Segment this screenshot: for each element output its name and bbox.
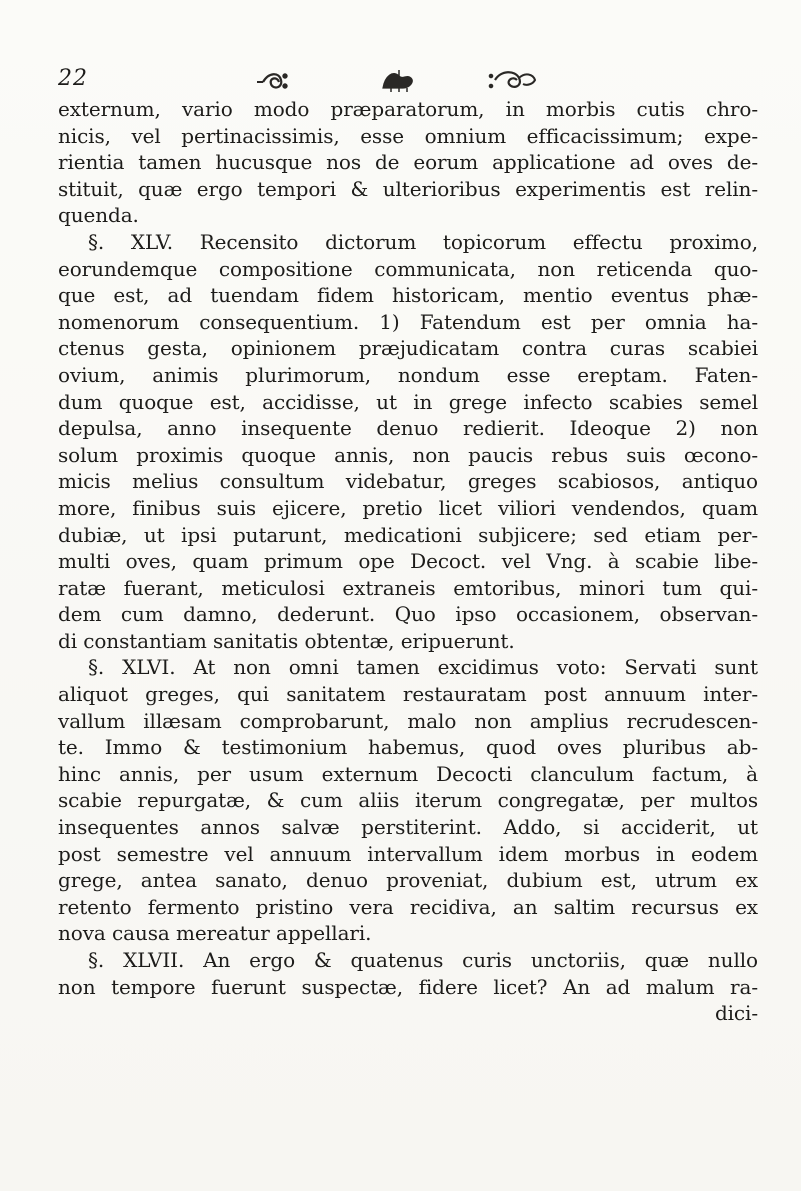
text-line: dum quoque est, accidisse, ut in grege infecto scabies semel	[58, 389, 758, 414]
text-line: nicis, vel pertinacissimis, esse omnium efficacissimum; expe-	[58, 123, 758, 148]
text-line: §. XLV. Recensito dictorum topicorum effectu proximo,	[88, 229, 758, 254]
text-line: nomenorum consequentium. 1) Fatendum est per omnia ha-	[58, 309, 758, 334]
text-line: solum proximis quoque annis, non paucis rebus suis œcono-	[58, 442, 758, 467]
text-line: hinc annis, per usum externum Decocti clanculum factum, à	[58, 761, 758, 786]
text-line: quenda.	[58, 203, 139, 228]
text-line: rientia tamen hucusque nos de eorum applicatione ad oves de-	[58, 150, 758, 175]
text-line: ratæ fuerant, meticulosi extraneis emtoribus, minori tum qui-	[58, 575, 758, 600]
printer-ornament	[223, 66, 583, 94]
text-line: vallum illæsam comprobarunt, malo non amplius recrudescen-	[58, 708, 758, 733]
text-line: dubiæ, ut ipsi putarunt, medicationi subjicere; sed etiam per-	[58, 522, 758, 547]
text-line: micis melius consultum videbatur, greges scabiosos, antiquo	[58, 469, 758, 494]
text-line: ctenus gesta, opinionem præjudicatam contra curas scabiei	[58, 336, 758, 361]
page-number: 22	[58, 66, 88, 91]
text-line: multi oves, quam primum ope Decoct. vel Vng. à scabie libe-	[58, 549, 758, 574]
text-line: nova causa mereatur appellari.	[58, 921, 372, 946]
text-line: grege, antea sanato, denuo proveniat, dubium est, utrum ex	[58, 868, 758, 893]
paragraph-section-47	[58, 947, 758, 1027]
text-line: externum, vario modo præparatorum, in morbis cutis chro-	[58, 97, 758, 121]
text-line: di constantiam sanitatis obtentæ, eripuerunt.	[58, 628, 515, 653]
catchword: dici-	[714, 1001, 758, 1026]
text-line: que est, ad tuendam fidem historicam, mentio eventus phæ-	[58, 283, 758, 308]
text-line: dem cum damno, dederunt. Quo ipso occasionem, observan-	[58, 602, 758, 627]
text-line: te. Immo & testimonium habemus, quod oves pluribus ab-	[58, 735, 758, 760]
text-line: §. XLVI. At non omni tamen excidimus voto: Servati sunt	[88, 655, 758, 680]
text-line: retento fermento pristino vera recidiva, an saltim recursus ex	[58, 894, 758, 919]
text-line: insequentes annos salvæ perstiterint. Addo, si acciderit, ut	[58, 815, 758, 840]
text-line: scabie repurgatæ, & cum aliis iterum congregatæ, per multos	[58, 788, 758, 813]
text-line: depulsa, anno insequente denuo redierit. Ideoque 2) non	[58, 416, 758, 441]
text-line: ovium, animis plurimorum, nondum esse ereptam. Faten-	[58, 362, 758, 387]
paragraph-section-46	[58, 654, 758, 947]
text-line: aliquot greges, qui sanitatem restauratam post annuum inter-	[58, 682, 758, 707]
body-text	[58, 96, 758, 1027]
text-line: §. XLVII. An ergo & quatenus curis unctoriis, quæ nullo	[88, 948, 758, 972]
paragraph-continuation	[58, 96, 758, 229]
text-line: more, finibus suis ejicere, pretio licet viliori vendendos, quam	[58, 495, 758, 520]
text-line: eorundemque compositione communicata, non reticenda quo-	[58, 256, 758, 281]
text-line: non tempore fuerunt suspectæ, fidere licet? An ad malum ra-	[58, 974, 758, 999]
page-header	[58, 66, 758, 96]
text-line: post semestre vel annuum intervallum idem morbus in eodem	[58, 841, 758, 866]
paragraph-section-45	[58, 229, 758, 655]
text-line: stituit, quæ ergo tempori & ulterioribus experimentis est relin-	[58, 176, 758, 201]
